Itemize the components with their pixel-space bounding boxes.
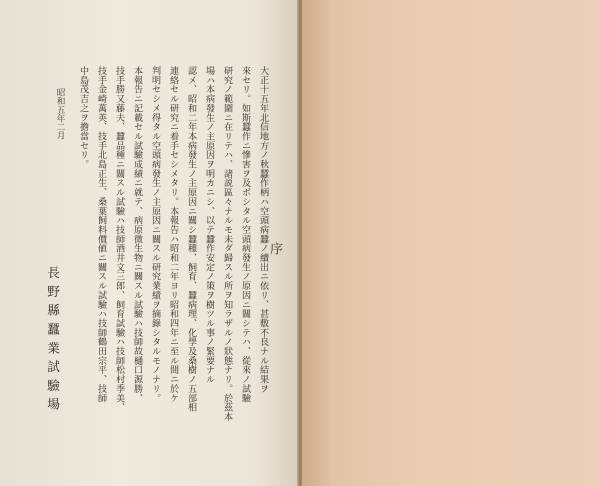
preface-line-10: 技手金崎萬英、技手北島正生、桑葉飼料價値ニ關スル試驗ハ技師鶴田宗平、技師 [96,66,106,403]
preface-line-1: 大正十五年北信地方ノ秋蠶作柄ハ空頭病蠶ノ續出ニ依リ、甚敷不良ナル結果ヲ [258,66,268,394]
preface-title: 序 [267,242,282,255]
preface-line-6: 連絡セル研究ニ着手セシメタリ。本報告ハ昭和二年ヨリ昭和四年ニ至ル間ニ於ケ [168,66,178,403]
preface-line-9: 技手勝又藤夫、蠶品種ニ關スル試驗ハ技師酒井文三郎、飼育試驗ハ技師松村季美、 [114,66,124,412]
preface-line-8: 本報告ニ記載セル試驗成績ニ就テ、病原微生物ニ關スル試驗ハ技師故樋口源勝、 [132,66,142,403]
preface-line-5: 認メ、昭和二年本病發生ノ主原因ニ關シ蠶種、飼育、蠶病理、化學及桑樹ノ五部相 [186,66,196,412]
right-page [302,0,600,486]
organization-name: 長野縣蠶業試驗場 [45,266,60,417]
preface-line-4: 場ハ本病發生ノ主原因ヲ明カニシ、以テ蠶作安定ノ策ヲ樹ツル事ノ緊要ナル [204,66,214,384]
preface-line-7: 判明セシメ得タル空頭病發生ノ主原因ニ關スル研究業績ヲ摘錄シタルモノナリ。 [150,66,160,403]
preface-date: 昭和五年二月 [55,88,65,140]
preface-line-11: 中島茂吉之ヲ擔當セリ。 [78,66,88,169]
preface-line-2: 來セリ。如斯蠶作ニ慘害ヲ及ボシタル空頭病發生ノ原因ニ關シテハ、從來ノ試驗 [240,66,250,403]
left-page [0,0,298,486]
preface-line-3: 研究ノ範圍ニ在リテハ、諸説區々ナルモ未ダ歸スル所ヲ知ラザルノ狀態ナリ。於茲本 [222,66,232,422]
